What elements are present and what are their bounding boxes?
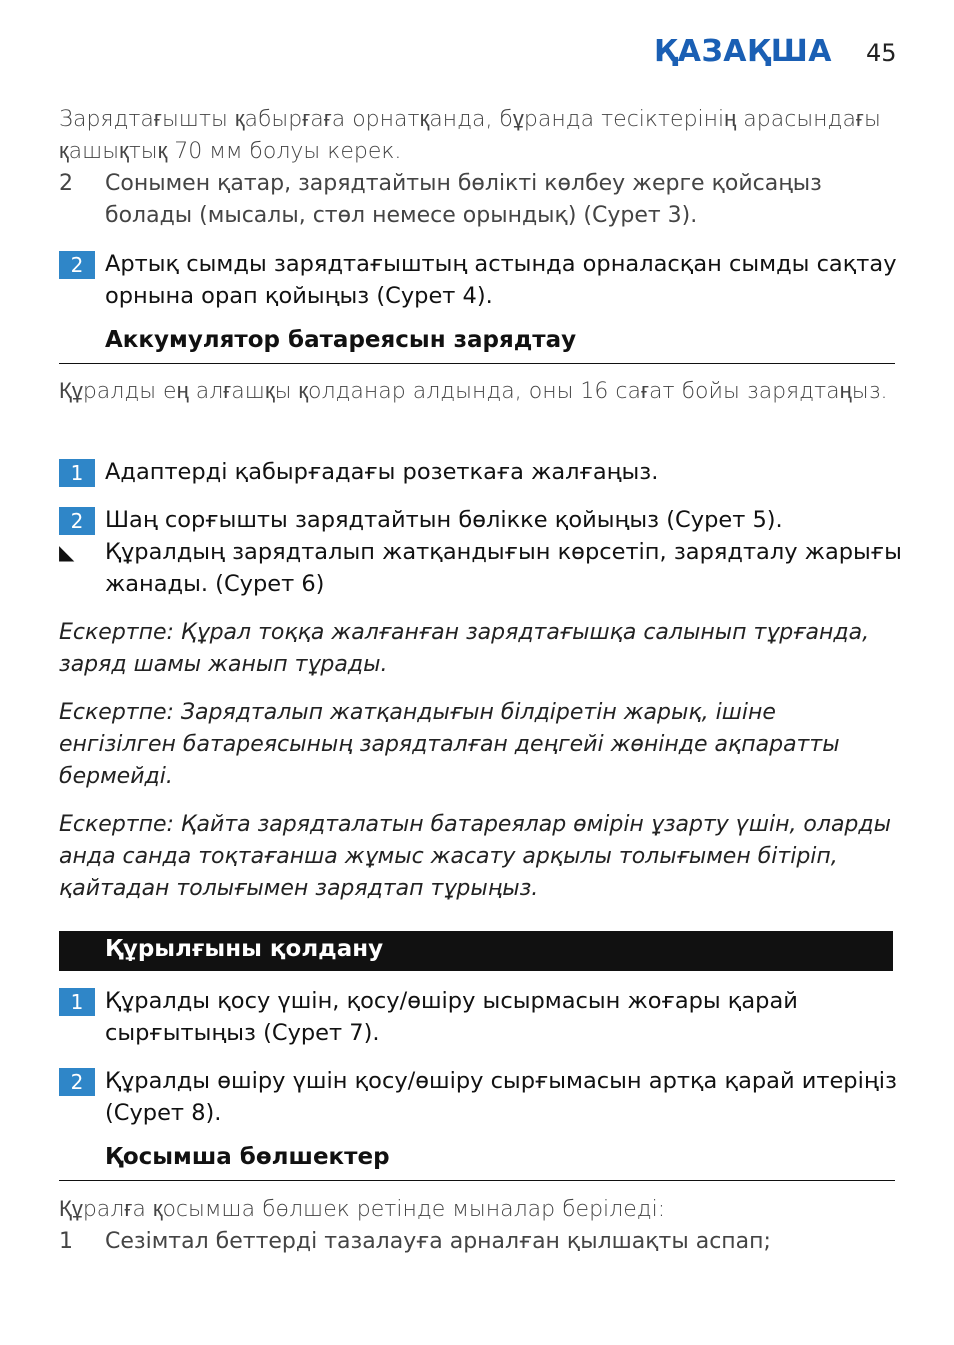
step-number-badge: 2 — [59, 251, 95, 279]
accessories-intro: Құралға қосымша бөлшек ретінде мыналар беріледі: — [59, 1197, 666, 1222]
list-text: Сонымен қатар, зарядтайтын бөлікті көлбеу жерге қойсаңыз болады (мысалы, стөл немесе орындық) (Сурет 3). — [105, 171, 822, 228]
bullet-text: Құралдың зарядталып жатқандығын көрсетіп, зарядталу жарығы жанады. (Сурет 6) — [105, 539, 902, 597]
heading-text: Қосымша бөлшектер — [105, 1144, 390, 1170]
charging-note-3: Ескертпе: Қайта зарядталатын батареялар өмірін ұзарту үшін, оларды анда санда тоқтағанша жұмыс жасату арқылы толығымен бітіріп, қайтадан толығымен зарядтап тұрыңыз. — [59, 812, 891, 901]
step-number-badge: 2 — [59, 507, 95, 535]
heading-text: Құрылғыны қолдану — [105, 936, 384, 962]
step-number-badge: 2 — [59, 1068, 95, 1096]
step-text: Құралды өшіру үшін қосу/өшіру сырғымасын артқа қарай итеріңіз (Сурет 8). — [105, 1068, 897, 1126]
intro-paragraph: Зарядтағышты қабырғаға орнатқанда, бұранда тесіктерінің арасындағы қашықтық 70 мм болуы керек. — [59, 107, 881, 164]
section-heading-usage — [59, 931, 893, 971]
charging-intro: Құралды ең алғашқы қолданар алдында, оны 16 сағат бойы зарядтаңыз. — [59, 379, 888, 404]
list-number: 2 — [59, 171, 73, 196]
step-number-badge: 1 — [59, 988, 95, 1016]
step-text: Артық сымды зарядтағыштың астында орналасқан сымды сақтау орнына орап қойыңыз (Сурет 4). — [105, 251, 897, 309]
language-label: ҚАЗАҚША — [654, 34, 833, 69]
charging-note-1: Ескертпе: Құрал тоққа жалғанған зарядтағышқа салынып тұрғанда, заряд шамы жанып тұрады. — [59, 620, 870, 677]
page-number: 45 — [866, 39, 897, 67]
heading-text: Аккумулятор батареясын зарядтау — [105, 327, 577, 353]
bullet-arrow-icon: ◣ — [59, 540, 75, 564]
list-number: 1 — [59, 1229, 73, 1254]
step-number-badge: 1 — [59, 459, 95, 487]
section-heading-accessories — [59, 1144, 895, 1181]
step-text: Адаптерді қабырғадағы розеткаға жалғаңыз. — [105, 459, 659, 485]
list-text: Сезімтал беттерді тазалауға арналған қылшақты аспап; — [105, 1229, 771, 1254]
step-text: Шаң сорғышты зарядтайтын бөлікке қойыңыз (Сурет 5). — [105, 507, 783, 533]
section-heading-charging — [59, 327, 895, 364]
charging-note-2: Ескертпе: Зарядталып жатқандығын білдіретін жарық, ішіне енгізілген батареясының зарядталған деңгейі жөнінде ақпаратты бермейді. — [59, 700, 840, 789]
step-text: Құралды қосу үшін, қосу/өшіру ысырмасын жоғары қарай сырғытыңыз (Сурет 7). — [105, 988, 798, 1046]
